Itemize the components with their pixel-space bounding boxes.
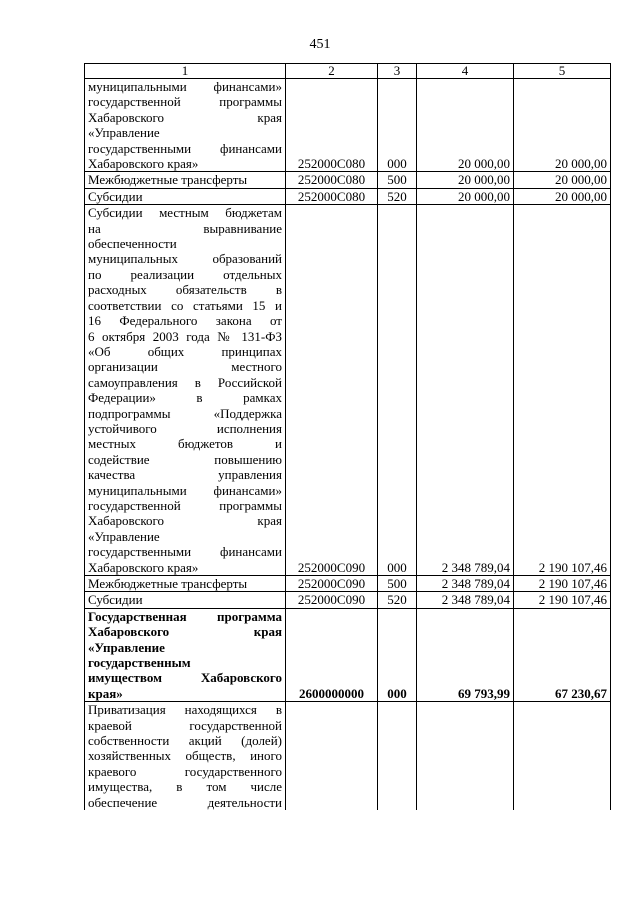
table-row xyxy=(85,188,611,204)
table-row xyxy=(85,592,611,608)
row-description xyxy=(85,576,286,592)
budget-table xyxy=(84,63,611,810)
expense-type-code: 000 xyxy=(378,205,417,576)
amount-second-year: 2 190 107,46 xyxy=(514,205,611,576)
amount-second-year: 20 000,00 xyxy=(514,188,611,204)
description-line: имущества, в том числе xyxy=(88,779,282,795)
description-line: Хабаровского края» xyxy=(88,559,199,575)
description-line: Федерации» в рамках xyxy=(88,390,282,406)
expense-type-code: 000 xyxy=(378,608,417,701)
amount-second-year: 2 190 107,46 xyxy=(514,576,611,592)
description-line: Субсидии xyxy=(88,592,143,608)
target-article-code: 252000С080 xyxy=(286,172,378,188)
description-line: Субсидии xyxy=(88,188,143,204)
column-header: 5 xyxy=(514,64,611,79)
table-row xyxy=(85,576,611,592)
description-line: краевой государственной xyxy=(88,717,282,733)
description-line: Государственная программа xyxy=(88,608,282,624)
column-header: 4 xyxy=(417,64,514,79)
page-number: 451 xyxy=(309,37,331,52)
description-line: Межбюджетные трансферты xyxy=(88,576,248,591)
row-description xyxy=(85,608,286,701)
amount-first-year: 20 000,00 xyxy=(417,188,514,204)
description-line: на выравнивание xyxy=(88,220,282,236)
target-article-code: 252000С080 xyxy=(286,79,378,172)
description-line: качества управления xyxy=(88,467,282,483)
amount-first-year: 2 348 789,04 xyxy=(417,205,514,576)
description-line: «Об общих принципах xyxy=(88,343,282,359)
expense-type-code xyxy=(378,702,417,810)
description-line: 6 октября 2003 года № 131-ФЗ xyxy=(88,328,282,344)
amount-second-year: 20 000,00 xyxy=(514,79,611,172)
description-line: Межбюджетные трансферты xyxy=(88,172,248,188)
description-line: местных бюджетов и xyxy=(88,436,282,452)
description-line: государственной программы xyxy=(88,94,282,110)
target-article-code: 252000С080 xyxy=(286,188,378,204)
row-description xyxy=(85,79,286,172)
description-line: обеспечение деятельности xyxy=(88,794,282,810)
row-description xyxy=(85,592,286,608)
description-line: подпрограммы «Поддержка xyxy=(88,405,282,421)
description-line: устойчивого исполнения xyxy=(88,420,282,436)
amount-first-year: 2 348 789,04 xyxy=(417,592,514,608)
table-row xyxy=(85,205,611,576)
description-line: государственными финансами xyxy=(88,544,282,560)
description-line: соответствии со статьями 15 и xyxy=(88,297,282,313)
amount-first-year: 2 348 789,04 xyxy=(417,576,514,592)
row-description xyxy=(85,188,286,204)
column-number-row xyxy=(85,64,611,79)
row-description xyxy=(85,205,286,576)
description-line: края» xyxy=(88,685,123,701)
description-line: организации местного xyxy=(88,359,282,375)
target-article-code: 252000С090 xyxy=(286,205,378,576)
column-header: 3 xyxy=(378,64,417,79)
description-line: по реализации отдельных xyxy=(88,266,282,282)
amount-first-year: 69 793,99 xyxy=(417,608,514,701)
table-row xyxy=(85,702,611,810)
column-header: 2 xyxy=(286,64,378,79)
description-line: краевого государственного xyxy=(88,763,282,779)
description-line: государственным xyxy=(88,655,191,671)
expense-type-code: 500 xyxy=(378,172,417,188)
amount-first-year: 20 000,00 xyxy=(417,172,514,188)
amount-second-year: 67 230,67 xyxy=(514,608,611,701)
expense-type-code: 520 xyxy=(378,592,417,608)
description-line: обеспеченности xyxy=(88,236,177,252)
amount-second-year: 2 190 107,46 xyxy=(514,592,611,608)
table-row xyxy=(85,172,611,188)
expense-type-code: 520 xyxy=(378,188,417,204)
description-line: «Управление xyxy=(88,639,165,655)
description-line: хозяйственных обществ, иного xyxy=(88,748,282,764)
description-line: Хабаровского края xyxy=(88,624,282,640)
description-line: муниципальными финансами» xyxy=(88,482,282,498)
description-line: Приватизация находящихся в xyxy=(88,702,282,718)
description-line: Хабаровского края xyxy=(88,109,282,125)
description-line: 16 Федерального закона от xyxy=(88,313,282,329)
amount-second-year: 20 000,00 xyxy=(514,172,611,188)
description-line: содействие повышению xyxy=(88,451,282,467)
column-header: 1 xyxy=(85,64,286,79)
description-line: муниципальными финансами» xyxy=(88,79,282,94)
description-line: «Управление xyxy=(88,528,160,544)
description-line: самоуправления в Российской xyxy=(88,374,282,390)
expense-type-code: 000 xyxy=(378,79,417,172)
amount-first-year xyxy=(417,702,514,810)
description-line: имуществом Хабаровского xyxy=(88,670,282,686)
description-line: расходных обязательств в xyxy=(88,282,282,298)
description-line: Хабаровского края xyxy=(88,513,282,529)
table-row xyxy=(85,79,611,172)
row-description xyxy=(85,702,286,810)
row-description xyxy=(85,172,286,188)
table-row xyxy=(85,608,611,701)
description-line: собственности акций (долей) xyxy=(88,733,282,749)
target-article-code: 252000С090 xyxy=(286,576,378,592)
amount-second-year xyxy=(514,702,611,810)
description-line: государственной программы xyxy=(88,497,282,513)
description-line: Субсидии местным бюджетам xyxy=(88,205,282,221)
target-article-code: 2600000000 xyxy=(286,608,378,701)
description-line: Хабаровского края» xyxy=(88,156,199,172)
target-article-code xyxy=(286,702,378,810)
description-line: муниципальных образований xyxy=(88,251,282,267)
expense-type-code: 500 xyxy=(378,576,417,592)
description-line: государственными финансами xyxy=(88,140,282,156)
amount-first-year: 20 000,00 xyxy=(417,79,514,172)
target-article-code: 252000С090 xyxy=(286,592,378,608)
description-line: «Управление xyxy=(88,125,160,141)
